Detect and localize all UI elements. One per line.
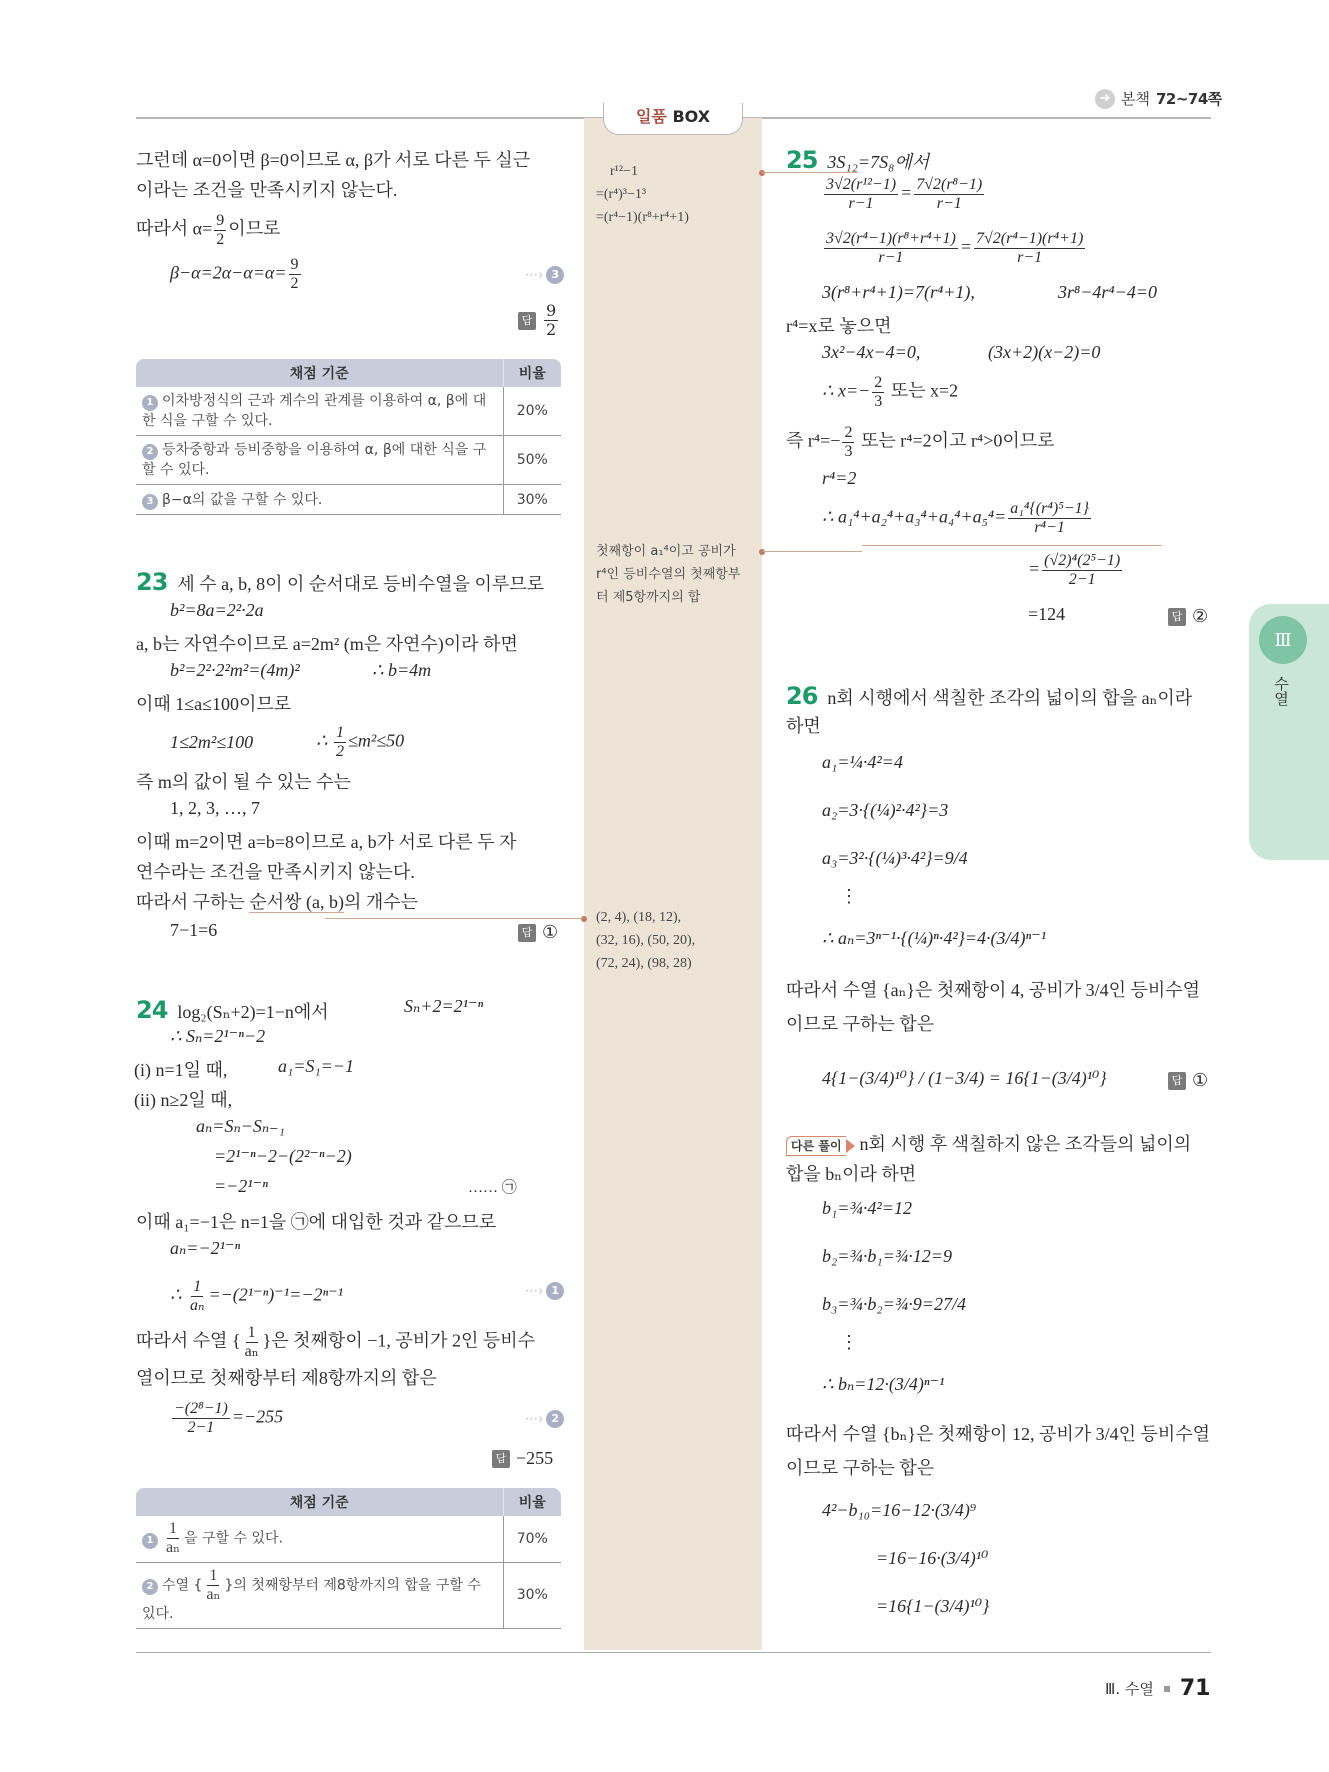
equation: = $\frac{\text{(√2)⁴(2⁵−1)}}{2-1}$	[1028, 552, 1121, 588]
text-line: a, b는 자연수이므로 a=2m² (m은 자연수)이라 하면	[136, 634, 518, 654]
page-number: 71	[1179, 1676, 1211, 1701]
problem-number: 25	[786, 146, 818, 174]
problem-number: 23	[136, 568, 168, 596]
equation: a₁=S₁=−1	[278, 1056, 354, 1076]
fraction: $\frac{\text{−(2⁸−1)}}{2-1}$	[174, 1400, 228, 1436]
table-row: 2 수열 { $\frac{1}{\text{aₙ}}$ }의 첫째항부터 제8항까지의 합을 구할 수 있다. 30%	[136, 1562, 561, 1628]
equation: a₃=3²·{(¼)³·4²}=9/4	[822, 848, 968, 868]
equation: 3(r⁸+r⁴+1)=7(r⁴+1),	[822, 282, 975, 302]
problem-23-header: 23 세 수 a, b, 8이 이 순서대로 등비수열을 이루므로	[136, 568, 544, 596]
equation: $\frac{\text{3√2(r⁴−1)(r⁸+r⁴+1)}}{r-1}$ = $\frac{\text{7√2(r⁴−1)(r⁴+1)}}{r-1}$	[826, 230, 1084, 266]
equation: b₂=¾·b₁=¾·12=9	[822, 1246, 952, 1266]
equation: $\frac{\text{3√2(r¹²−1)}}{r-1}$ = $\frac{\text{7√2(r⁸−1)}}{r-1}$	[826, 176, 983, 212]
problem-26-header: 26 n회 시행에서 색칠한 조각의 넓이의 합을 aₙ이라	[786, 682, 1193, 710]
fraction: $\frac{1}{\text{aₙ}}$	[244, 1324, 259, 1360]
ellipsis: ⋮	[840, 1332, 858, 1352]
fraction: $\frac{\text{7√2(r⁴−1)(r⁴+1)}}{r-1}$	[976, 230, 1084, 266]
page-footer: Ⅲ. 수열 71	[1105, 1676, 1211, 1701]
text-line: r⁴=x로 놓으면	[786, 316, 892, 336]
equation: b₁=¾·4²=12	[822, 1198, 912, 1218]
step-marker-2: ⋯› 2	[525, 1410, 564, 1428]
chapter-side-tab[interactable]	[1249, 604, 1329, 860]
text-line: 이라는 조건을 만족시키지 않는다.	[136, 180, 398, 200]
equation: =16{1−(3/4)¹⁰}	[876, 1596, 990, 1616]
table-row: 1 $\frac{1}{\text{aₙ}}$ 을 구할 수 있다. 70%	[136, 1516, 561, 1562]
text-line: 즉 r⁴=− $\frac{2}{3}$ 또는 r⁴=2이고 r⁴>0이므로	[786, 424, 1055, 460]
equation: 1, 2, 3, …, 7	[170, 798, 260, 818]
fraction: $\frac{\text{3√2(r⁴−1)(r⁸+r⁴+1)}}{r-1}$	[826, 230, 956, 266]
fraction: $\frac{1}{\text{aₙ}}$	[189, 1278, 205, 1314]
alt-solution-header: 다른 풀이 n회 시행 후 색칠하지 않은 조각들의 넓이의	[786, 1130, 1191, 1156]
equation: a₂=3·{(¼)²·4²}=3	[822, 800, 949, 820]
fraction: $\frac{2}{3}$	[874, 374, 883, 410]
box-note-factorization: r¹²−1 =(r⁴)³−1³ =(r⁴−1)(r⁸+r⁴+1)	[596, 164, 689, 225]
text-line: 하면	[786, 716, 821, 736]
fraction: $\frac{1}{2}$	[335, 724, 344, 760]
equation: (3x+2)(x−2)=0	[988, 342, 1101, 362]
equation: =2¹⁻ⁿ−2−(2²⁻ⁿ−2)	[214, 1146, 352, 1166]
fraction: $\frac{9}{2}$	[216, 212, 225, 248]
equation: ∴ a₁⁴+a₂⁴+a₃⁴+a₄⁴+a₅⁴= $\frac{\text{a₁⁴\{(r⁴)⁵−1\}}}{\text{r⁴−1}}$	[822, 500, 1089, 536]
text-line: 따라서 구하는 순서쌍 (a, b)의 개수는	[136, 892, 419, 912]
equation: ∴ aₙ=3ⁿ⁻¹·{(¼)ⁿ·4²}=4·(3/4)ⁿ⁻¹	[822, 928, 1047, 948]
step-marker-3: ⋯› 3	[525, 266, 564, 284]
chapter-label: 수열	[1272, 676, 1290, 706]
equation: r⁴=2	[822, 468, 857, 488]
ilpum-box-title: 일품 BOX	[603, 103, 743, 135]
answer	[518, 302, 560, 339]
text-line: 이때 m=2이면 a=b=8이므로 a, b가 서로 다른 두 자	[136, 832, 517, 852]
connector-line	[325, 918, 583, 919]
answer: 답 ②	[1168, 606, 1208, 627]
text-line: 즉 m의 값이 될 수 있는 수는	[136, 772, 351, 792]
text-line: 이때 1≤a≤100이므로	[136, 694, 292, 714]
equation: ∴ b=4m	[372, 660, 432, 680]
text-line: 따라서 수열 { $\frac{1}{\text{aₙ}}$ }은 첫째항이 −1, 공비가 2인 등비수	[136, 1324, 536, 1360]
equation: β−α=2α−α=α= $\frac{9}{2}$	[170, 256, 299, 292]
equation: a₁=¼·4²=4	[822, 752, 903, 772]
ellipsis: ⋮	[840, 886, 858, 906]
text-line: 따라서 α= $\frac{9}{2}$ 이므로	[136, 212, 281, 248]
text-line: 이므로 구하는 합은	[786, 1458, 935, 1478]
reference-pages: ➜ 본책 72~74쪽	[1095, 88, 1222, 109]
fraction: $\frac{\text{a₁⁴\{(r⁴)⁵−1\}}}{\text{r⁴−1}}$	[1010, 500, 1089, 536]
equation: b²=8a=2²·2a	[170, 600, 264, 620]
fraction: $\frac{9}{2}$	[290, 256, 299, 292]
equation: b₃=¾·b₂=¾·9=27/4	[822, 1294, 966, 1314]
box-note-geometric-sum: 첫째항이 a₁⁴이고 공비가 r⁴인 등비수열의 첫째항부 터 제5항까지의 합	[596, 544, 741, 605]
table-row: 1 이차방정식의 근과 계수의 관계를 이용하여 α, β에 대한 식을 구할 수 있다. 20%	[136, 387, 561, 436]
text-line: 그런데 α=0이면 β=0이므로 α, β가 서로 다른 두 실근	[136, 150, 531, 170]
ilpum-box-column	[584, 118, 762, 1650]
answer: 답 ①	[518, 922, 558, 943]
connector-line	[762, 551, 862, 552]
equation: =−2¹⁻ⁿ	[214, 1176, 268, 1196]
problem-number: 26	[786, 682, 818, 710]
text-line: 이므로 구하는 합은	[786, 1014, 935, 1034]
text-line: 합을 bₙ이라 하면	[786, 1164, 917, 1184]
fraction: $\frac{\text{3√2(r¹²−1)}}{r-1}$	[826, 176, 897, 212]
problem-number: 24	[136, 996, 168, 1024]
equation: $\frac{\text{−(2⁸−1)}}{2-1}$ =−255	[174, 1400, 284, 1436]
text-line: 열이므로 첫째항부터 제8항까지의 합은	[136, 1368, 437, 1388]
alt-solution-badge: 다른 풀이	[786, 1136, 846, 1156]
equation-marker: …… ㉠	[468, 1180, 517, 1196]
answer: 답 ①	[1168, 1070, 1208, 1091]
equation: ∴ x=− $\frac{2}{3}$ 또는 x=2	[822, 374, 959, 410]
answer-icon: 답	[518, 924, 536, 942]
connector-dot	[581, 916, 587, 922]
separator-square	[1164, 1686, 1170, 1692]
text-line: 따라서 수열 {bₙ}은 첫째항이 12, 공비가 3/4인 등비수열	[786, 1424, 1211, 1444]
equation: 7−1=6	[170, 920, 218, 940]
equation: aₙ=−2¹⁻ⁿ	[170, 1238, 241, 1258]
text-line: (ii) n≥2일 때,	[134, 1090, 233, 1110]
text-line: 이때 a₁=−1은 n=1을 ㉠에 대입한 것과 같으므로	[136, 1212, 497, 1232]
underline-connector	[862, 545, 1162, 546]
chapter-icon: Ⅲ	[1259, 616, 1307, 664]
answer: 답 −255	[492, 1448, 553, 1469]
step-marker-1: ⋯› 1	[525, 1282, 564, 1300]
equation: b²=2²·2²m²=(4m)²	[170, 660, 300, 680]
fraction: $\frac{\text{(√2)⁴(2⁵−1)}}{2-1}$	[1044, 552, 1121, 588]
answer-icon: 답	[492, 1450, 510, 1468]
equation: aₙ=Sₙ−Sₙ₋₁	[196, 1116, 285, 1136]
equation: =16−16·(3/4)¹⁰	[876, 1548, 989, 1568]
fraction: $\frac{9}{2}$	[546, 301, 557, 339]
equation: ∴ $\frac{1}{\text{aₙ}}$ =−(2¹⁻ⁿ)⁻¹=−2ⁿ⁻¹	[170, 1278, 344, 1314]
equation: 1≤2m²≤100	[170, 732, 254, 752]
problem-25-header: 25 3S₁₂=7S₈에서	[786, 146, 930, 174]
arrow-right-icon: ➜	[1095, 89, 1115, 109]
equation: ∴ Sₙ=2¹⁻ⁿ−2	[170, 1026, 266, 1046]
answer-icon: 답	[1168, 608, 1186, 626]
text-line: 연수라는 조건을 만족시키지 않는다.	[136, 862, 415, 882]
answer-icon: 답	[518, 312, 536, 330]
fraction: $\frac{2}{3}$	[844, 424, 853, 460]
equation: ∴ $\frac{1}{2}$ ≤m²≤50	[316, 724, 405, 760]
equation: 4²−b₁₀=16−12·(3/4)⁹	[822, 1500, 977, 1520]
equation: 3r⁸−4r⁴−4=0	[1058, 282, 1157, 302]
connector-dot	[759, 170, 765, 176]
grading-table-24: 채점 기준 비율 1 $\frac{1}{\text{aₙ}}$ 을 구할 수 있다. 70% 2 수열 { $\frac{1}{\text{aₙ}}$ }의 첫째항부터 제8항까지의 합을 구할 수 있다. 30%	[136, 1488, 561, 1629]
grading-table-22: 채점 기준 비율 1 이차방정식의 근과 계수의 관계를 이용하여 α, β에 대한 식을 구할 수 있다. 20% 2 등차중항과 등비중항을 이용하여 α, β에 대한 식을 구할 수 있다. 50% 3 β−α의 값을 구할 수 있다. 30%	[136, 359, 561, 515]
fraction: $\frac{1}{\text{aₙ}}$	[166, 1520, 181, 1557]
equation: 4{1−(3/4)¹⁰} / (1−3/4) = 16{1−(3/4)¹⁰}	[822, 1068, 1107, 1088]
equation: Sₙ+2=2¹⁻ⁿ	[404, 996, 484, 1016]
connector-dot	[759, 549, 765, 555]
box-note-ordered-pairs: (2, 4), (18, 12), (32, 16), (50, 20), (72, 24), (98, 28)	[596, 910, 696, 971]
table-row: 3 β−α의 값을 구할 수 있다. 30%	[136, 485, 561, 515]
footer-divider	[136, 1652, 1211, 1653]
table-row: 2 등차중항과 등비중항을 이용하여 α, β에 대한 식을 구할 수 있다. 50%	[136, 436, 561, 485]
text-line: 따라서 수열 {aₙ}은 첫째항이 4, 공비가 3/4인 등비수열	[786, 980, 1201, 1000]
fraction: $\frac{1}{\text{aₙ}}$	[206, 1566, 221, 1603]
problem-24-header: 24 log₂(Sₙ+2)=1−n에서	[136, 996, 329, 1024]
equation: ∴ bₙ=12·(3/4)ⁿ⁻¹	[822, 1374, 945, 1394]
equation: =124	[1028, 604, 1066, 624]
fraction: $\frac{\text{7√2(r⁸−1)}}{r-1}$	[916, 176, 983, 212]
text-line: (i) n=1일 때,	[134, 1060, 228, 1080]
answer-icon: 답	[1168, 1072, 1186, 1090]
equation: 3x²−4x−4=0,	[822, 342, 921, 362]
